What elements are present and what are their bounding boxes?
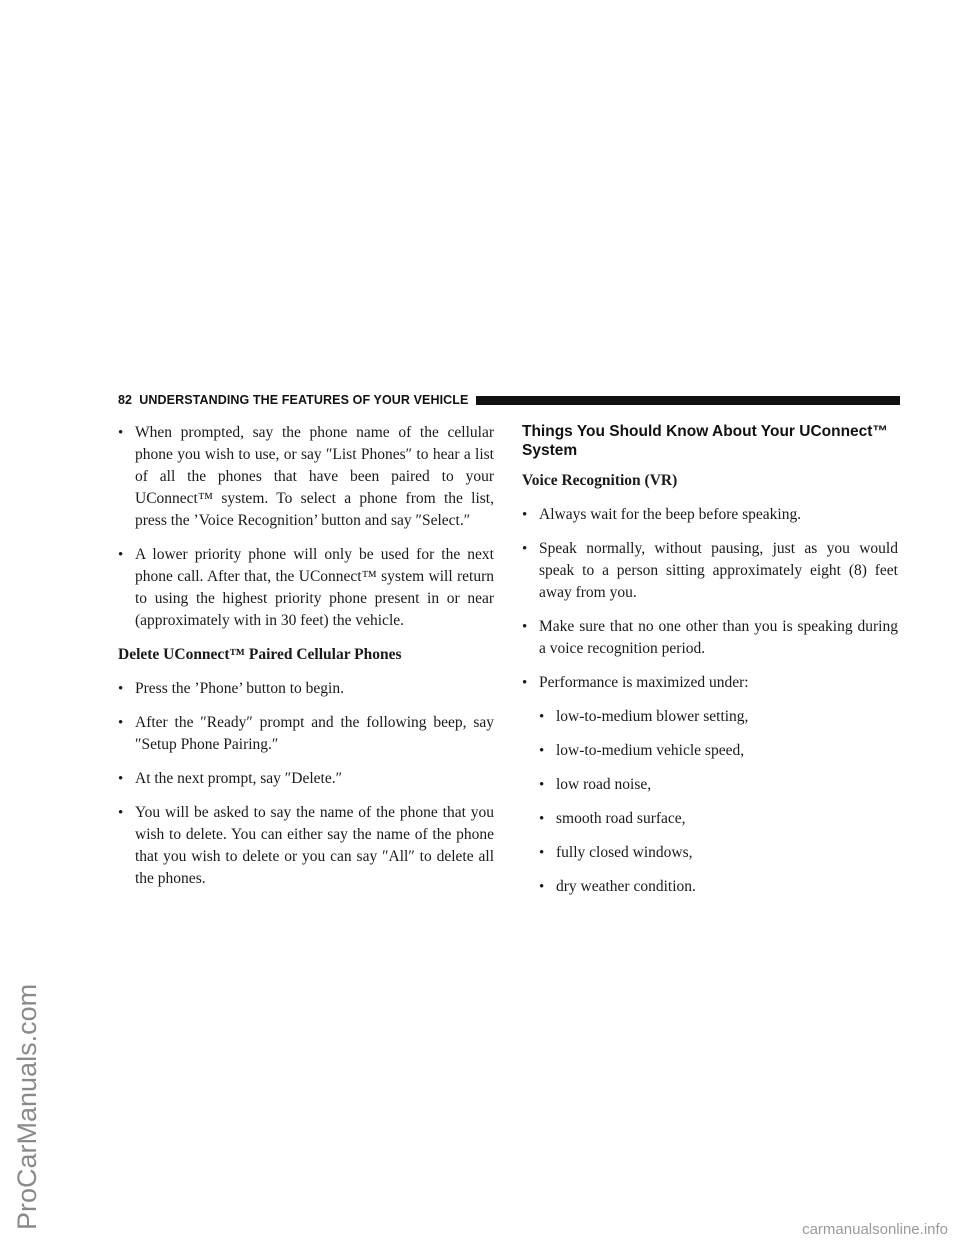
list-item: • low road noise,: [539, 774, 898, 796]
right-column: [522, 422, 898, 910]
list-item: • fully closed windows,: [539, 842, 898, 864]
list-item: • Performance is maximized under:: [522, 672, 898, 694]
list-item: • A lower priority phone will only be used for the next phone call. After that, the UConnect™ system will return to using the highest priority phone present in or near (approximately with in 30 feet) the vehicle.: [118, 544, 494, 632]
list-item: • After the ″Ready″ prompt and the following beep, say ″Setup Phone Pairing.″: [118, 712, 494, 756]
footer-watermark: carmanualsonline.info: [802, 1221, 948, 1238]
header-rule: [476, 396, 900, 405]
list-item: • Press the ’Phone’ button to begin.: [118, 678, 494, 700]
header-text: [118, 393, 468, 407]
side-watermark: ProCarManuals.com: [12, 983, 42, 1230]
list-item: • smooth road surface,: [539, 808, 898, 830]
voice-recognition-heading: Voice Recognition (VR): [522, 472, 678, 489]
list-item: • low-to-medium vehicle speed,: [539, 740, 898, 762]
page-number: 82: [118, 393, 133, 407]
left-column: [118, 422, 494, 902]
section-title: Things You Should Know About Your UConnect™ System: [522, 423, 888, 459]
delete-phones-heading: Delete UConnect™ Paired Cellular Phones: [118, 646, 402, 663]
performance-conditions-list: [522, 706, 898, 898]
list-item: • Speak normally, without pausing, just as you would speak to a person sitting approximately eight (8) feet away from you.: [522, 538, 898, 604]
voice-recognition-list: [522, 504, 898, 694]
phone-select-list: [118, 422, 494, 632]
list-item: • At the next prompt, say ″Delete.″: [118, 768, 494, 790]
list-item: • Make sure that no one other than you is speaking during a voice recognition period.: [522, 616, 898, 660]
header-title: UNDERSTANDING THE FEATURES OF YOUR VEHICLE: [139, 393, 469, 407]
delete-phones-list: [118, 678, 494, 890]
list-item: • When prompted, say the phone name of the cellular phone you wish to use, or say ″List Phones″ to hear a list of all the phones that have been paired to your UConnect™ system. To select a phone from the list, press the ’Voice Recognition’ button and say ″Select.″: [118, 422, 494, 532]
list-item: • Always wait for the beep before speaking.: [522, 504, 898, 526]
list-item: • dry weather condition.: [539, 876, 898, 898]
list-item: • low-to-medium blower setting,: [539, 706, 898, 728]
page-header: [118, 391, 900, 409]
list-item: • You will be asked to say the name of the phone that you wish to delete. You can either say the name of the phone that you wish to delete or you can say ″All″ to delete all the phones.: [118, 802, 494, 890]
